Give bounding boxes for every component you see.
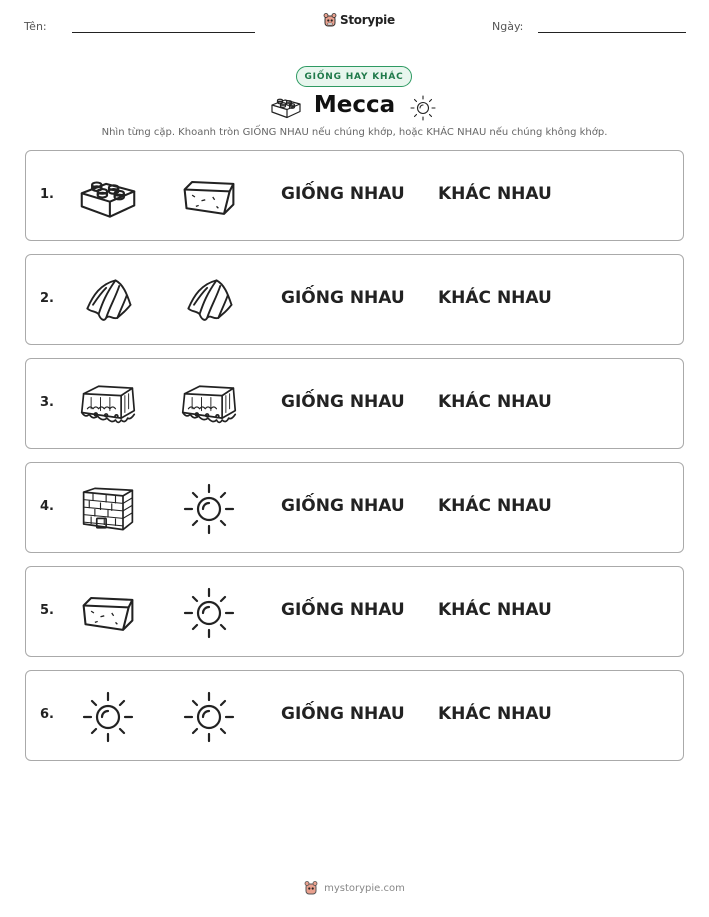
worksheet-title: Mecca xyxy=(313,92,396,118)
draped-table-icon xyxy=(78,379,138,431)
option-same[interactable]: GIỐNG NHAU xyxy=(281,392,405,412)
date-field[interactable] xyxy=(538,32,686,33)
name-label: Tên: xyxy=(24,20,47,33)
option-same[interactable]: GIỐNG NHAU xyxy=(281,704,405,724)
option-same[interactable]: GIỐNG NHAU xyxy=(281,600,405,620)
option-different[interactable]: KHÁC NHAU xyxy=(438,392,552,412)
option-same[interactable]: GIỐNG NHAU xyxy=(281,288,405,308)
lego-brick-icon xyxy=(78,171,138,223)
option-different[interactable]: KHÁC NHAU xyxy=(438,288,552,308)
stone-block-icon xyxy=(179,171,239,223)
name-field[interactable] xyxy=(72,32,255,33)
footer-url: mystorypie.com xyxy=(324,882,405,894)
sun-icon xyxy=(179,691,239,743)
sun-icon xyxy=(179,587,239,639)
question-number: 1. xyxy=(40,187,54,202)
worksheet-type-badge: GIỐNG HAY KHÁC xyxy=(296,66,412,87)
question-row xyxy=(25,670,684,761)
cloth-icon xyxy=(78,275,138,327)
question-number: 3. xyxy=(40,395,54,410)
storypie-mascot-icon xyxy=(323,12,337,28)
instructions-text: Nhìn từng cặp. Khoanh tròn GIỐNG NHAU nếu chúng khớp, hoặc KHÁC NHAU nếu chúng không khớp. xyxy=(101,127,608,138)
cloth-icon xyxy=(179,275,239,327)
stone-block-icon xyxy=(78,587,138,639)
sun-icon xyxy=(78,691,138,743)
title-row xyxy=(0,90,709,126)
option-same[interactable]: GIỐNG NHAU xyxy=(281,496,405,516)
question-row xyxy=(25,566,684,657)
question-number: 4. xyxy=(40,499,54,514)
option-different[interactable]: KHÁC NHAU xyxy=(438,600,552,620)
brand-name: Storypie xyxy=(340,13,395,27)
question-row xyxy=(25,150,684,241)
option-same[interactable]: GIỐNG NHAU xyxy=(281,184,405,204)
sun-icon xyxy=(408,93,438,123)
question-number: 6. xyxy=(40,707,54,722)
option-different[interactable]: KHÁC NHAU xyxy=(438,184,552,204)
brand-logo xyxy=(323,12,395,28)
question-number: 2. xyxy=(40,291,54,306)
date-label: Ngày: xyxy=(492,20,524,33)
sun-icon xyxy=(179,483,239,535)
storypie-mascot-icon xyxy=(304,880,318,896)
question-number: 5. xyxy=(40,603,54,618)
option-different[interactable]: KHÁC NHAU xyxy=(438,704,552,724)
footer xyxy=(0,880,709,896)
question-row xyxy=(25,254,684,345)
stone-building-icon xyxy=(78,483,138,535)
draped-table-icon xyxy=(179,379,239,431)
question-row xyxy=(25,358,684,449)
question-row xyxy=(25,462,684,553)
option-different[interactable]: KHÁC NHAU xyxy=(438,496,552,516)
